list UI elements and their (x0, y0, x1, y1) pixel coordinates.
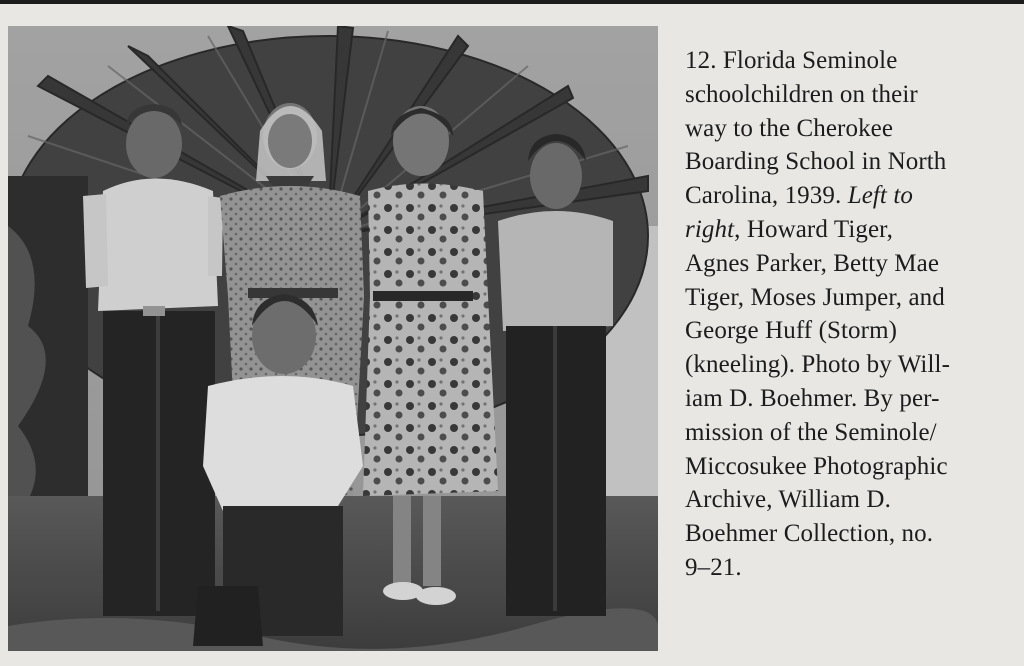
caption-line (685, 247, 1015, 281)
caption-line (685, 450, 1015, 484)
caption-text: , Howard Tiger, (734, 215, 893, 243)
caption-line (685, 416, 1015, 450)
caption-line (685, 44, 1015, 78)
caption-line (685, 281, 1015, 315)
book-page (0, 4, 1024, 666)
caption-line (685, 145, 1015, 179)
caption-line (685, 213, 1015, 247)
caption-line (685, 78, 1015, 112)
caption-line (685, 517, 1015, 551)
figure-caption (685, 44, 1015, 585)
historical-photograph (8, 26, 658, 651)
caption-italic-text: Left to (847, 182, 913, 210)
caption-text: Boehmer Collection, no. (685, 520, 934, 548)
caption-text: Carolina, 1939. (685, 182, 848, 210)
caption-text: Tiger, Moses Jumper, and (685, 283, 945, 311)
caption-text: Boarding School in North (685, 148, 947, 176)
caption-line (685, 483, 1015, 517)
caption-line (685, 348, 1015, 382)
caption-text: George Huff (Storm) (685, 317, 898, 345)
caption-italic-text: right (685, 215, 735, 243)
caption-line (685, 314, 1015, 348)
caption-line (685, 179, 1015, 213)
caption-text: mission of the Seminole/ (685, 418, 937, 446)
caption-text: (kneeling). Photo by Will- (685, 351, 950, 379)
caption-text: iam D. Boehmer. By per- (685, 384, 940, 412)
caption-text: 9–21. (685, 553, 742, 581)
caption-text: Archive, William D. (685, 486, 891, 514)
caption-line (685, 551, 1015, 585)
caption-text: Agnes Parker, Betty Mae (685, 249, 940, 277)
caption-text: Miccosukee Photographic (685, 452, 948, 480)
caption-line (685, 382, 1015, 416)
caption-text: 12. Florida Seminole (685, 47, 898, 74)
caption-text: schoolchildren on their (685, 80, 918, 108)
caption-line (685, 112, 1015, 146)
caption-text: way to the Cherokee (685, 114, 894, 142)
